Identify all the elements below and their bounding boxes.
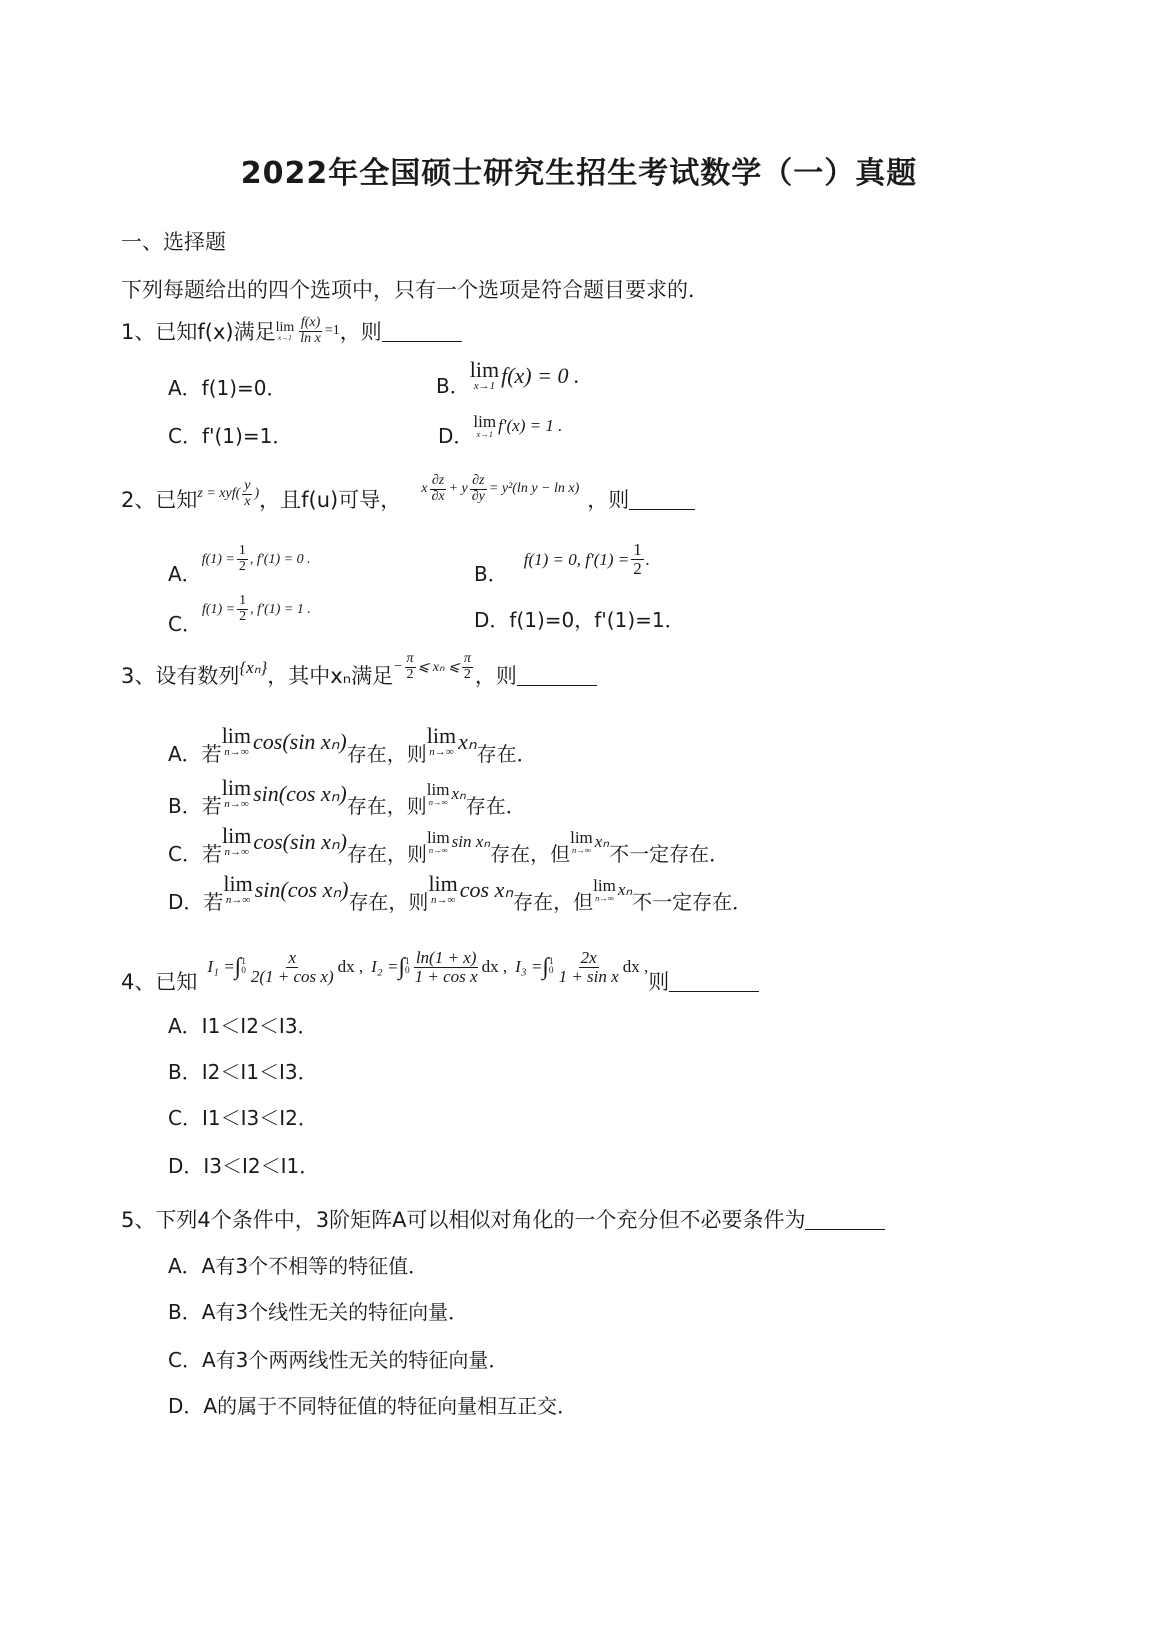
q5-option-b: B．A有3个线性无关的特征向量．: [168, 1300, 469, 1324]
q2-option-a-formula: f(1) = $\frac{1}{2}$ , f′(1) = 0 .: [201, 543, 311, 574]
section-heading: 一、选择题: [121, 230, 226, 254]
q1-option-b: B． lim x→1 f(x) = 0 .: [436, 357, 580, 398]
q2-prefix: 2、已知: [121, 488, 198, 512]
q1-option-d-formula: lim x→1 f′(x) = 1 .: [473, 411, 563, 439]
q5-option-c: C．A有3个两两线性无关的特征向量．: [168, 1348, 509, 1372]
q1-option-b-formula: lim x→1 f(x) = 0 .: [469, 357, 580, 392]
q1-limit-formula: lim x→1 $\frac{f(x)}{\text{ln x}}$ =1: [275, 315, 340, 346]
question-5-stem: 5、下列4个条件中，3阶矩阵A可以相似对角化的一个充分但不必要条件为: [121, 1204, 885, 1234]
q1-option-c: C．f'(1)=1．: [168, 424, 293, 448]
question-3-stem: [121, 650, 597, 690]
q4-suffix: 则: [648, 970, 670, 994]
q1-prefix: 1、已知f(x)满足: [121, 320, 276, 345]
q2-z-formula: z = xyf( $\frac{y}{x}$ ): [197, 477, 260, 509]
page-title: 2022年全国硕士研究生招生考试数学（一）真题: [240, 156, 918, 191]
q2-mid: ，且f(u)可导，: [259, 488, 402, 512]
q4-option-a: A．I1＜I2＜I3．: [168, 1014, 318, 1038]
q4-prefix: 4、已知: [121, 970, 198, 994]
q3-option-b: B．若 lim n→∞ sin(cos xₙ) 存在，则 lim n→∞ xₙ 存在．: [168, 775, 526, 818]
q3-option-d: D．若 lim n→∞ sin(cos xₙ) 存在，则 lim n→∞ cos xₙ 存在，但 lim n→∞ xₙ 不一定存在．: [168, 871, 753, 914]
q2-option-b: B． f(1) = 0, f′(1) = $\frac{1}{2}$ .: [474, 540, 650, 586]
q4-integral-i2: I₂ = ∫ 1 0 $\frac{\ln(1 + x)}{\text{1 + cos x}}$ dx ,: [371, 947, 508, 986]
answer-blank: [669, 970, 759, 992]
instructions: 下列每题给出的四个选项中，只有一个选项是符合题目要求的．: [121, 278, 709, 302]
q5-option-a: A．A有3个不相等的特征值．: [168, 1254, 429, 1278]
q3-prefix: 3、设有数列: [121, 664, 240, 688]
question-2-stem: [121, 472, 695, 514]
q4-option-b: B．I2＜I1＜I3．: [168, 1060, 318, 1084]
question-4-stem: [121, 938, 759, 996]
q1-suffix: ，则: [339, 320, 382, 345]
q2-option-d: D．f(1)=0，f'(1)=1．: [474, 608, 685, 632]
q3-mid: ，其中xₙ满足: [267, 664, 394, 688]
q5-option-d: D．A的属于不同特征值的特征向量相互正交．: [168, 1394, 578, 1418]
answer-blank: [382, 320, 462, 342]
q2-option-a: A． f(1) = $\frac{1}{2}$ , f′(1) = 0 .: [168, 543, 311, 586]
question-1-stem: [121, 316, 462, 346]
q3-sequence-symbol: {xₙ}: [239, 658, 268, 677]
q3-suffix: ，则: [474, 664, 517, 688]
q3-range-formula: − $\frac{\pi}{2}$ ⩽ xₙ ⩽ $\frac{\pi}{2}$: [393, 650, 471, 682]
answer-blank: [805, 1208, 885, 1230]
q4-option-d: D．I3＜I2＜I1．: [168, 1154, 320, 1178]
q2-option-b-formula: f(1) = 0, f′(1) = $\frac{1}{2}$ .: [523, 540, 650, 578]
q2-option-c: C． f(1) = $\frac{1}{2}$ , f′(1) = 1 .: [168, 593, 311, 636]
answer-blank: [517, 664, 597, 686]
q3-option-a: A．若 lim n→∞ cos(sin xₙ) 存在，则 lim n→∞ xₙ 存在．: [168, 723, 537, 766]
q2-pde-formula: x $\frac{\partial z}{\partial x}$ + y $\frac{\partial z}{\partial y}$ = y²(ln y − ln x): [421, 472, 580, 504]
q2-suffix: ，则: [587, 488, 630, 512]
q1-option-a: A．f(1)=0．: [168, 376, 287, 400]
q1-option-d: D． lim x→1 f′(x) = 1 .: [438, 411, 563, 448]
q2-option-c-formula: f(1) = $\frac{1}{2}$ , f′(1) = 1 .: [201, 593, 311, 624]
q3-option-c: C．若 lim n→∞ cos(sin xₙ) 存在，则 lim n→∞ sin xₙ 存在，但 lim n→∞ xₙ 不一定存在．: [168, 823, 730, 866]
q4-integral-i1: I₁ = ∫ 1 0 $\frac{x}{\text{2(1 + cos x)}}$ dx ,: [207, 947, 364, 986]
q4-integral-i3: I₃ = ∫ 1 0 $\frac{2x}{\text{1 + sin x}}$ dx ,: [515, 947, 649, 986]
q4-option-c: C．I1＜I3＜I2．: [168, 1106, 318, 1130]
answer-blank: [629, 488, 695, 510]
